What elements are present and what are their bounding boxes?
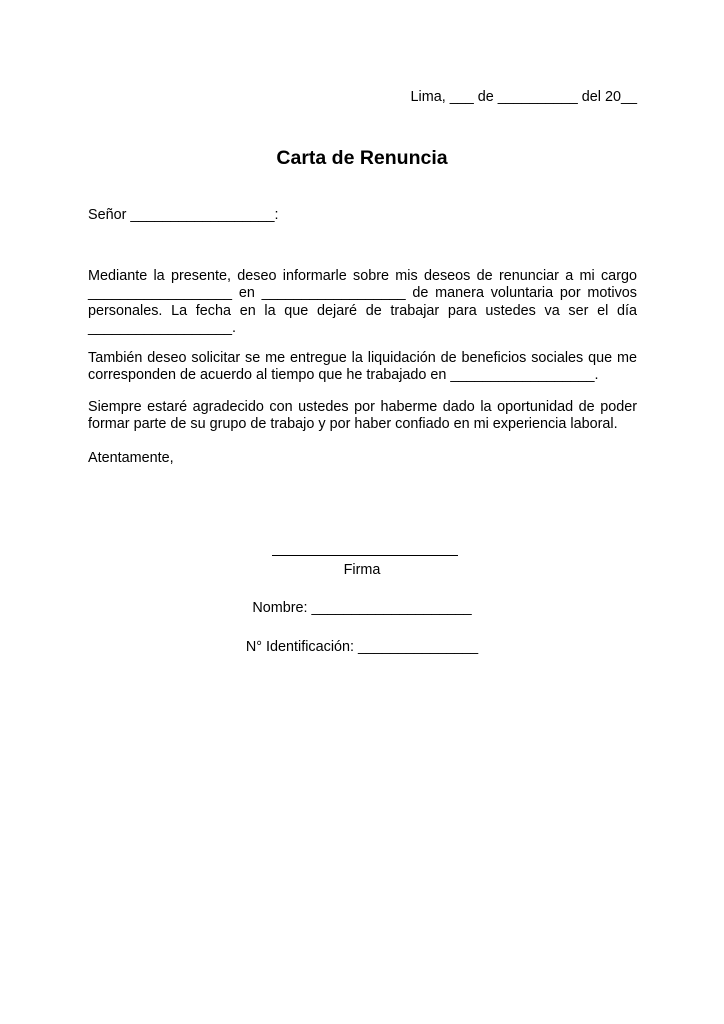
closing: Atentamente, (88, 450, 174, 466)
date-line: Lima, ___ de __________ del 20__ (410, 89, 637, 105)
paragraph-line: Siempre estaré agradecido con ustedes por haberme dado la oportunidad de poder (88, 399, 637, 415)
signature-label: Firma (343, 562, 381, 578)
name-field: Nombre: ____________________ (252, 600, 472, 616)
paragraph-gratitude (88, 399, 637, 434)
paragraph-line: corresponden de acuerdo al tiempo que he trabajado en __________________. (88, 367, 599, 384)
paragraph-line: Mediante la presente, deseo informarle sobre mis deseos de renunciar a mi cargo (88, 268, 637, 284)
paragraph-line: __________________. (88, 320, 237, 337)
signature-line (272, 555, 458, 556)
paragraph-line: formar parte de su grupo de trabajo y por haber confiado en mi experiencia laboral. (88, 416, 618, 433)
paragraph-line: __________________ en __________________ de manera voluntaria por motivos (88, 285, 637, 302)
paragraph-resignation (88, 268, 637, 338)
page-title: Carta de Renuncia (276, 147, 448, 169)
paragraph-line: También deseo solicitar se me entregue la liquidación de beneficios sociales que me (88, 350, 637, 366)
paragraph-benefits (88, 350, 637, 385)
id-number-field: N° Identificación: _______________ (245, 639, 479, 655)
paragraph-line: personales. La fecha en la que dejaré de trabajar para ustedes va ser el día (88, 302, 637, 319)
salutation: Señor __________________: (88, 207, 279, 223)
